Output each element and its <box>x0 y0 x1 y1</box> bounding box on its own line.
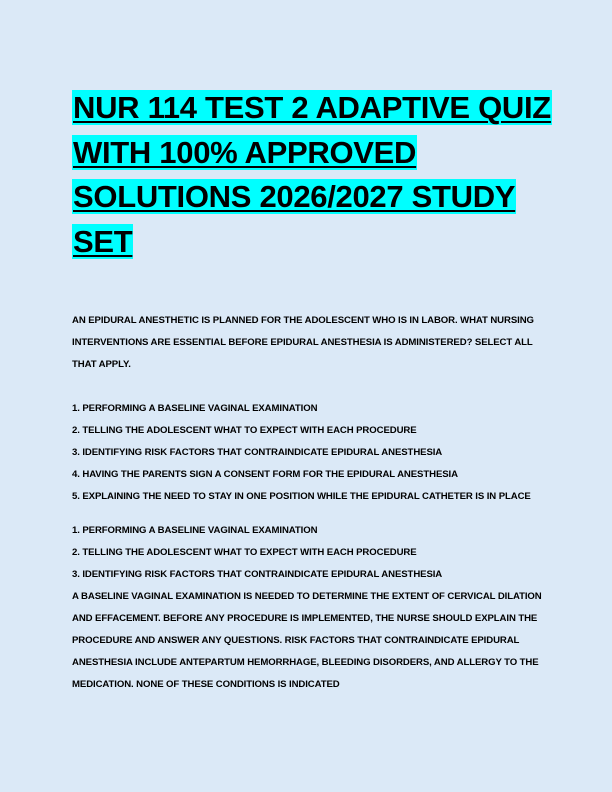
option-item: 2. TELLING THE ADOLESCENT WHAT TO EXPECT WITH EACH PROCEDURE <box>72 425 417 436</box>
option-item: 4. HAVING THE PARENTS SIGN A CONSENT FORM FOR THE EPIDURAL ANESTHESIA <box>72 469 458 480</box>
question-block <box>72 310 552 696</box>
option-item: 3. IDENTIFYING RISK FACTORS THAT CONTRAINDICATE EPIDURAL ANESTHESIA <box>72 447 443 458</box>
rationale-text: A BASELINE VAGINAL EXAMINATION IS NEEDED TO DETERMINE THE EXTENT OF CERVICAL DILATION AND EFFACEMENT. BEFORE ANY PROCEDURE IS IMPLEMENTED, THE NURSE SHOULD EXPLAIN THE PROCEDURE AND ANSWER ANY QUESTIONS. RISK FACTORS THAT CONTRAINDICATE EPIDURAL ANESTHESIA INCLUDE ANTEPARTUM HEMORRHAGE, BLEEDING DISORDERS, AND ALLERGY TO THE MEDICATION. NONE OF THESE CONDITIONS IS INDICATED <box>72 591 542 690</box>
option-item: 5. EXPLAINING THE NEED TO STAY IN ONE POSITION WHILE THE EPIDURAL CATHETER IS IN PLACE <box>72 491 531 502</box>
answers-list <box>72 520 552 586</box>
answer-item: 1. PERFORMING A BASELINE VAGINAL EXAMINATION <box>72 525 318 536</box>
question-text: AN EPIDURAL ANESTHETIC IS PLANNED FOR THE ADOLESCENT WHO IS IN LABOR. WHAT NURSING INTERVENTIONS ARE ESSENTIAL BEFORE EPIDURAL ANESTHESIA IS ADMINISTERED? SELECT ALL THAT APPLY. <box>72 315 534 370</box>
answer-item: 3. IDENTIFYING RISK FACTORS THAT CONTRAINDICATE EPIDURAL ANESTHESIA <box>72 569 443 580</box>
options-list <box>72 398 552 508</box>
title-text: NUR 114 TEST 2 ADAPTIVE QUIZ WITH 100% APPROVED SOLUTIONS 2026/2027 STUDY SET <box>73 90 551 259</box>
answer-item: 2. TELLING THE ADOLESCENT WHAT TO EXPECT WITH EACH PROCEDURE <box>72 547 417 558</box>
option-item: 1. PERFORMING A BASELINE VAGINAL EXAMINATION <box>72 403 318 414</box>
document-title <box>72 86 552 264</box>
